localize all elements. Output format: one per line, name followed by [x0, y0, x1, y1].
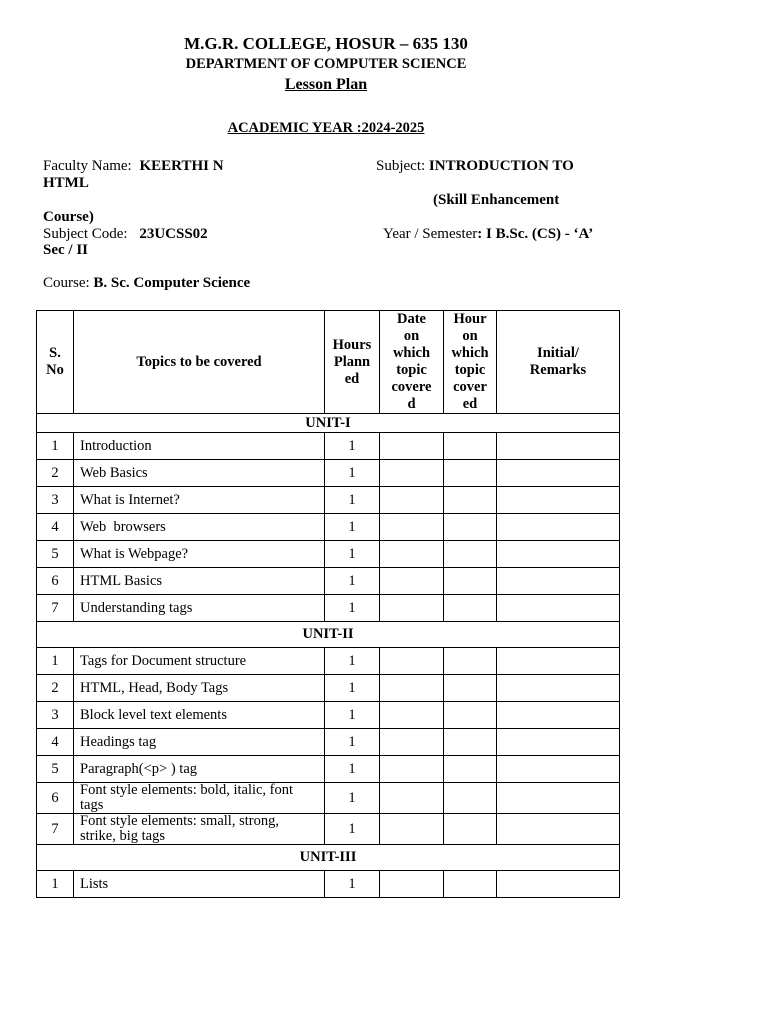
table-row: 7 Font style elements: small, strong, strike, big tags 1 [37, 814, 620, 845]
course-name: B. Sc. Computer Science [93, 275, 251, 291]
unit-title: UNIT-II [37, 622, 620, 648]
unit-row [37, 845, 620, 871]
topic-cell: What is Internet? [74, 487, 325, 514]
topic-cell: Introduction [74, 433, 325, 460]
topic-cell: Paragraph(<p> ) tag [74, 756, 325, 783]
table-row: 3 What is Internet? 1 [37, 487, 620, 514]
lesson-plan-table [36, 310, 620, 898]
table-header-row [37, 311, 620, 414]
subject-name-cont: HTML [43, 175, 89, 191]
subject-type-cont: Course) [43, 209, 94, 225]
college-name: M.G.R. COLLEGE, HOSUR – 635 130 [184, 34, 468, 53]
unit-row [37, 622, 620, 648]
topic-cell: Font style elements: small, strong, strike, big tags [74, 814, 325, 845]
subject-name: INTRODUCTION TO [428, 158, 574, 174]
topic-cell: Web Basics [74, 460, 325, 487]
topic-cell: HTML Basics [74, 568, 325, 595]
table-row: 2 Web Basics 1 [37, 460, 620, 487]
faculty-label: Faculty Name: [43, 158, 132, 174]
topic-cell: Understanding tags [74, 595, 325, 622]
faculty-line [43, 158, 224, 175]
course-label: Course: [43, 275, 90, 291]
course-line [43, 275, 250, 292]
header-sno: S. No [37, 311, 74, 414]
header-hours-planned: Hours Plann ed [325, 311, 380, 414]
table-row: 1 Introduction 1 [37, 433, 620, 460]
subject-code-label: Subject Code: [43, 226, 128, 242]
table-row: 4 Web browsers 1 [37, 514, 620, 541]
table-row: 6 HTML Basics 1 [37, 568, 620, 595]
topic-cell: HTML, Head, Body Tags [74, 675, 325, 702]
topic-cell: Block level text elements [74, 702, 325, 729]
topic-cell: Lists [74, 871, 325, 898]
header-hour-covered: Hour on which topic cover ed [444, 311, 497, 414]
table-row: 1 Tags for Document structure 1 [37, 648, 620, 675]
header-date-covered: Date on which topic covere d [380, 311, 444, 414]
topic-cell: Tags for Document structure [74, 648, 325, 675]
table-row: 1 Lists 1 [37, 871, 620, 898]
table-row: 4 Headings tag 1 [37, 729, 620, 756]
header-remarks: Initial/ Remarks [497, 311, 620, 414]
topic-cell: What is Webpage? [74, 541, 325, 568]
table-row: 3 Block level text elements 1 [37, 702, 620, 729]
year-semester-label: Year / Semester [383, 226, 478, 242]
header-topics: Topics to be covered [74, 311, 325, 414]
unit-title: UNIT-I [37, 414, 620, 433]
table-row: 6 Font style elements: bold, italic, font tags 1 [37, 783, 620, 814]
subject-line [376, 158, 574, 175]
subject-code: 23UCSS02 [139, 226, 208, 242]
subject-code-line [43, 226, 208, 243]
topic-cell: Headings tag [74, 729, 325, 756]
year-semester-value: : I B.Sc. (CS) - ‘A’ [477, 226, 594, 242]
topic-cell: Font style elements: bold, italic, font tags [74, 783, 325, 814]
year-semester-cont: Sec / II [43, 242, 88, 258]
department-name: DEPARTMENT OF COMPUTER SCIENCE [185, 56, 467, 72]
subject-label: Subject: [376, 158, 426, 174]
unit-row [37, 414, 620, 433]
unit-title: UNIT-III [37, 845, 620, 871]
faculty-name: KEERTHI N [139, 158, 224, 174]
table-row: 7 Understanding tags 1 [37, 595, 620, 622]
table-row: 5 Paragraph(<p> ) tag 1 [37, 756, 620, 783]
subject-type: (Skill Enhancement [433, 192, 560, 208]
table-row: 2 HTML, Head, Body Tags 1 [37, 675, 620, 702]
academic-year: ACADEMIC YEAR :2024-2025 [227, 120, 425, 136]
topic-cell: Web browsers [74, 514, 325, 541]
document-title: Lesson Plan [284, 76, 368, 93]
year-semester-line [383, 226, 593, 243]
table-row: 5 What is Webpage? 1 [37, 541, 620, 568]
